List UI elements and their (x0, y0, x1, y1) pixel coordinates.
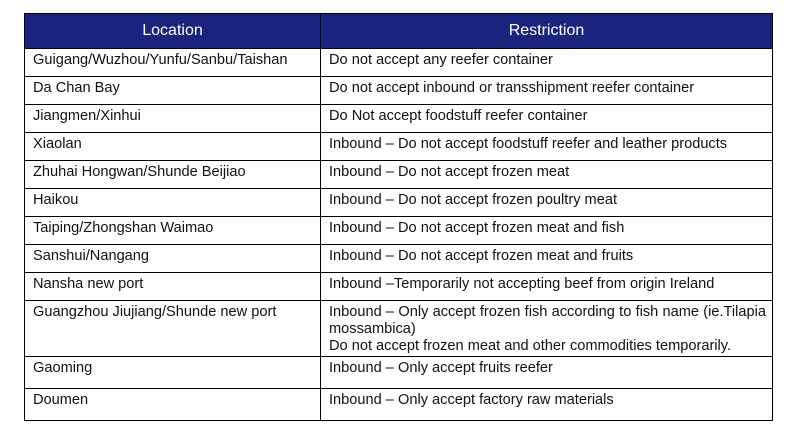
restriction-cell: Inbound – Only accept factory raw materials (321, 389, 773, 421)
restriction-cell: Inbound – Only accept fruits reefer (321, 357, 773, 389)
location-cell: Sanshui/Nangang (25, 245, 321, 273)
table-row (25, 301, 773, 357)
table-row (25, 357, 773, 389)
restriction-cell: Do Not accept foodstuff reefer container (321, 105, 773, 133)
table-row (25, 77, 773, 105)
location-cell: Xiaolan (25, 133, 321, 161)
location-cell: Guigang/Wuzhou/Yunfu/Sanbu/Taishan (25, 49, 321, 77)
restriction-line: Do not accept frozen meat and other commodities temporarily. (329, 338, 732, 354)
restriction-cell: Inbound – Do not accept frozen meat and fruits (321, 245, 773, 273)
restriction-cell: Do not accept any reefer container (321, 49, 773, 77)
table-row (25, 389, 773, 421)
table-row (25, 105, 773, 133)
location-cell: Jiangmen/Xinhui (25, 105, 321, 133)
table-row (25, 49, 773, 77)
location-cell: Zhuhai Hongwan/Shunde Beijiao (25, 161, 321, 189)
location-cell: Doumen (25, 389, 321, 421)
table-row (25, 161, 773, 189)
table-row (25, 245, 773, 273)
restriction-cell: Inbound – Do not accept frozen meat (321, 161, 773, 189)
table-row (25, 273, 773, 301)
table-row (25, 133, 773, 161)
restriction-cell: Inbound –Temporarily not accepting beef from origin Ireland (321, 273, 773, 301)
table-header-row (25, 14, 773, 49)
restriction-cell: Inbound – Do not accept foodstuff reefer and leather products (321, 133, 773, 161)
restriction-line: Inbound – Only accept frozen fish according to fish name (ie.Tilapia mossambica) (329, 304, 766, 337)
location-cell: Nansha new port (25, 273, 321, 301)
restriction-cell (321, 301, 773, 357)
restriction-cell: Inbound – Do not accept frozen meat and fish (321, 217, 773, 245)
column-header-location: Location (25, 14, 321, 49)
restrictions-table-container (24, 13, 772, 421)
table-row (25, 189, 773, 217)
restrictions-table (24, 13, 773, 421)
column-header-restriction: Restriction (321, 14, 773, 49)
location-cell: Haikou (25, 189, 321, 217)
location-cell: Guangzhou Jiujiang/Shunde new port (25, 301, 321, 357)
restriction-cell: Do not accept inbound or transshipment reefer container (321, 77, 773, 105)
location-cell: Gaoming (25, 357, 321, 389)
restriction-cell: Inbound – Do not accept frozen poultry meat (321, 189, 773, 217)
location-cell: Taiping/Zhongshan Waimao (25, 217, 321, 245)
location-cell: Da Chan Bay (25, 77, 321, 105)
table-row (25, 217, 773, 245)
